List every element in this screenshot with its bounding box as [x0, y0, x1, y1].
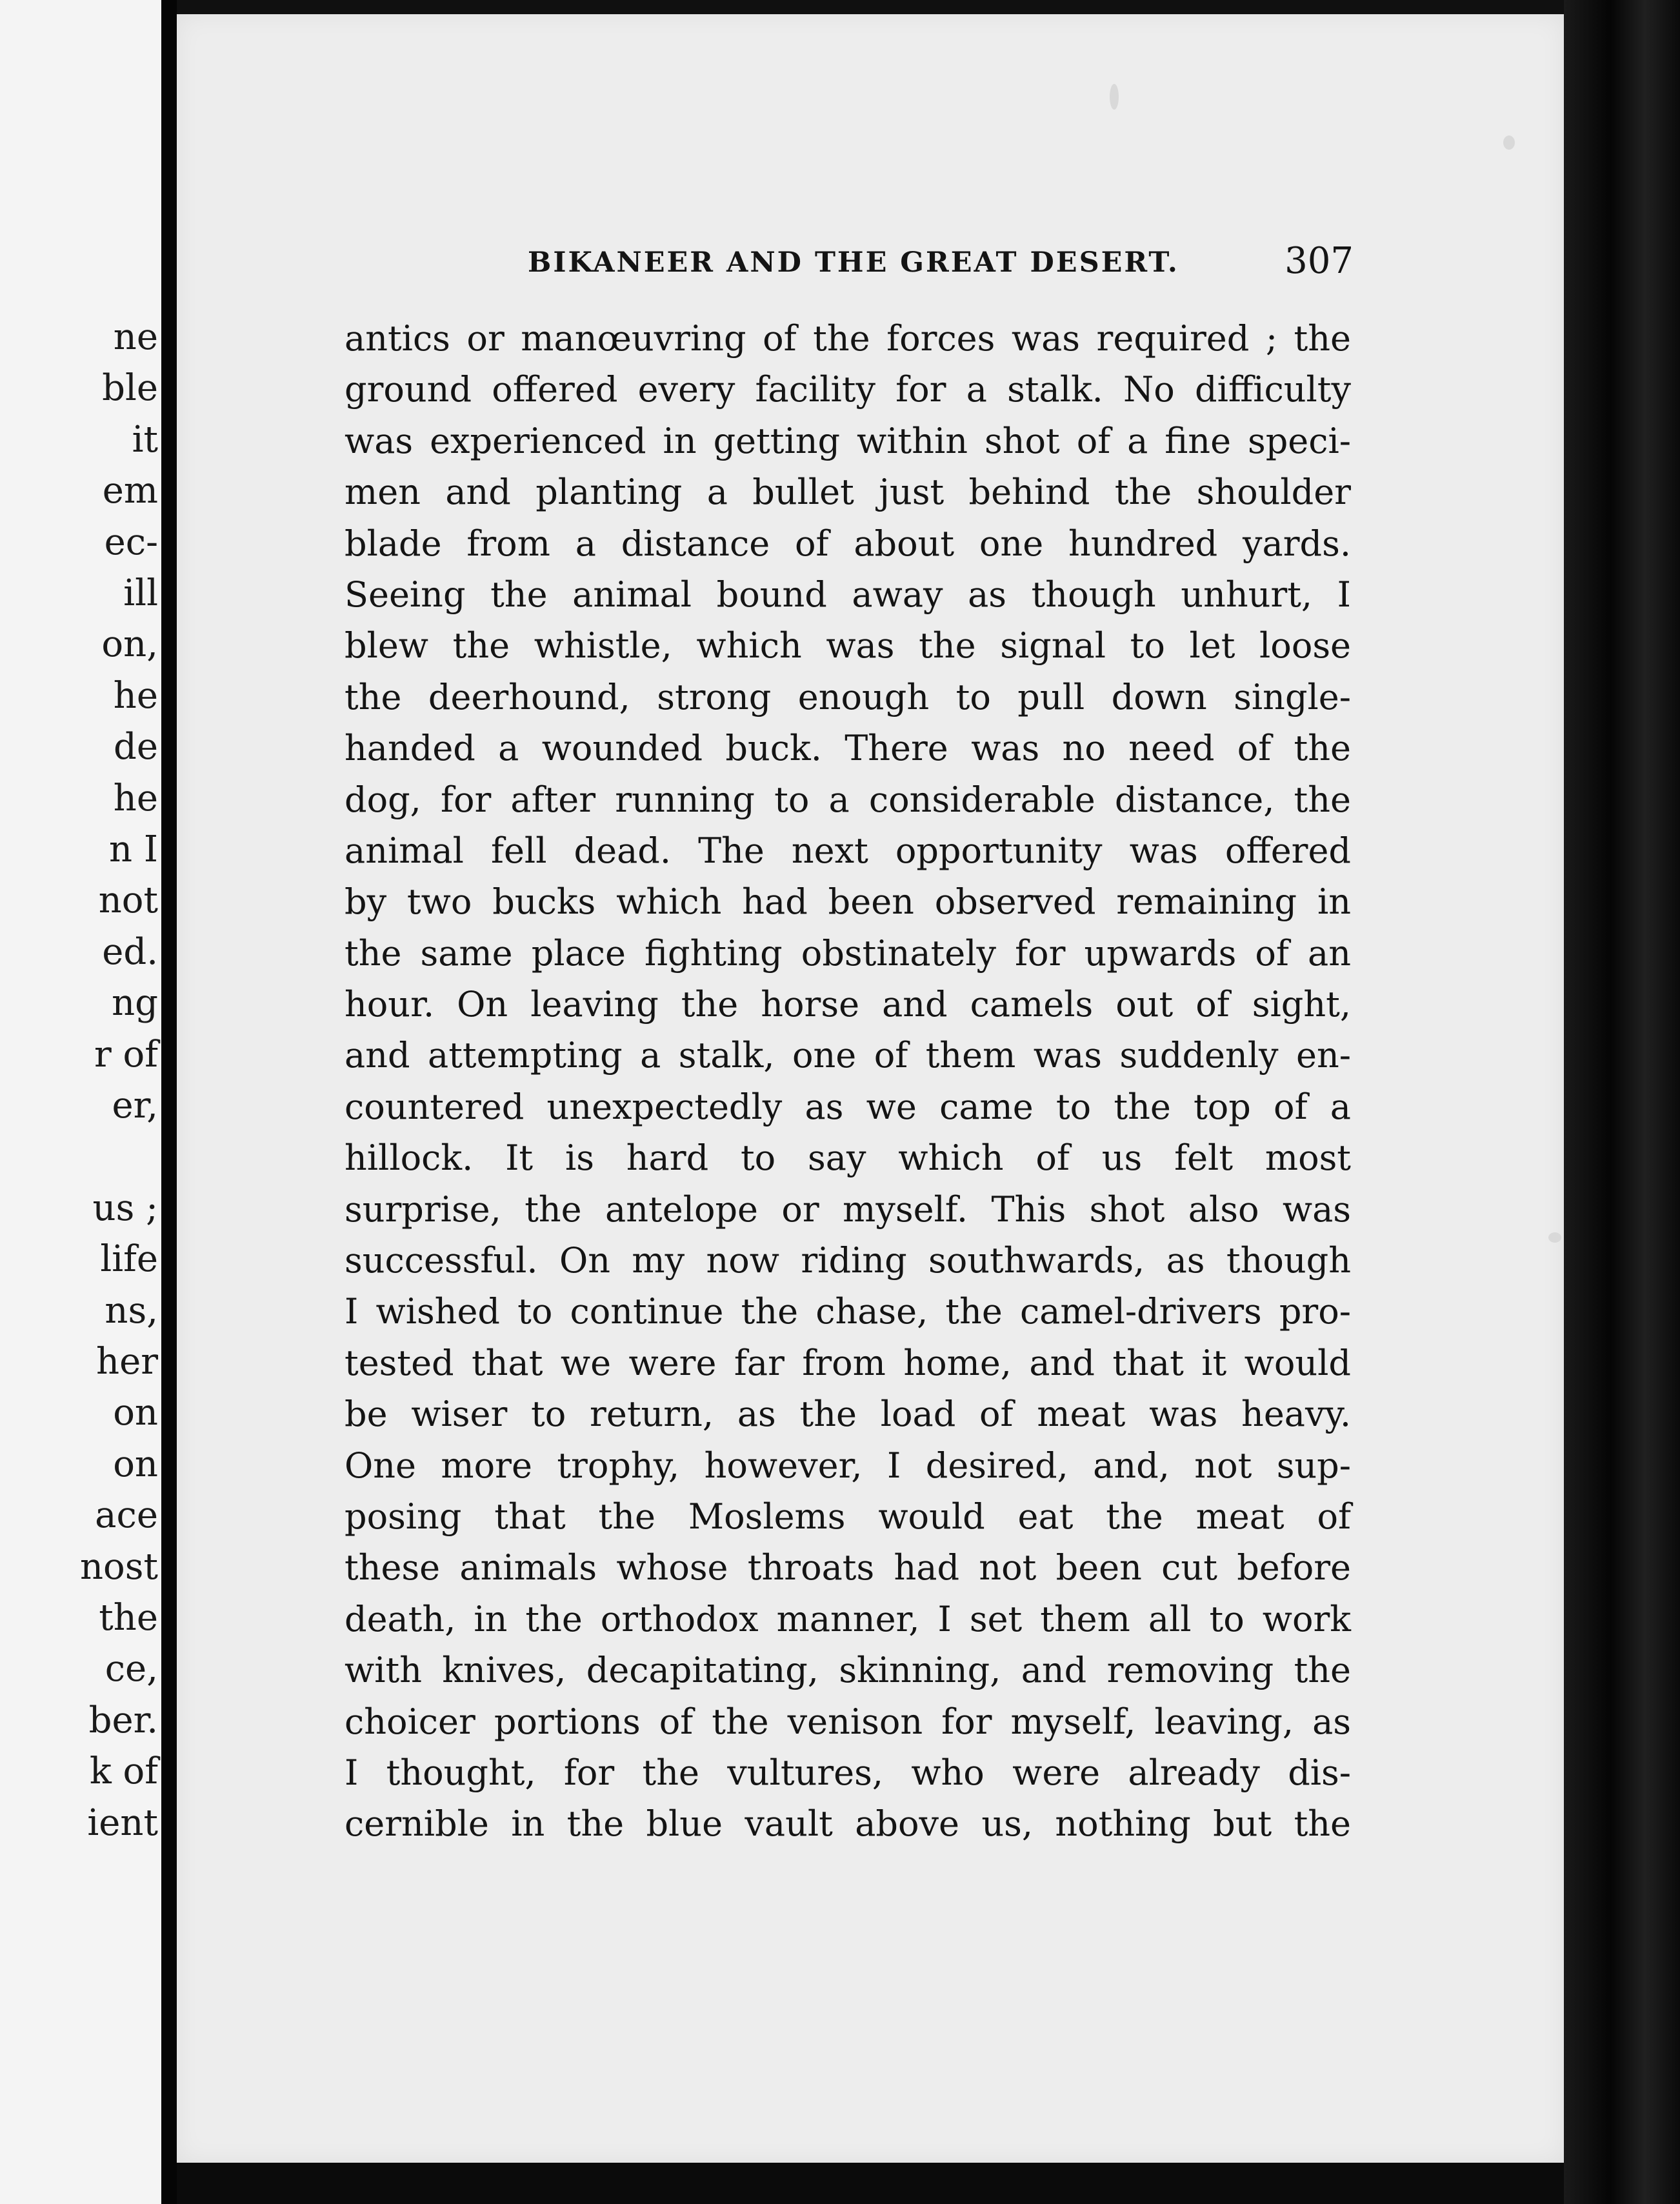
text-line: hour. On leaving the horse and camels out of sight,: [345, 984, 1351, 1025]
left-page-fragment: ne: [113, 316, 158, 358]
left-page-fragment: on: [113, 1443, 158, 1485]
body-text: [345, 313, 1351, 1850]
text-line: ground offered every facility for a stalk. No difficulty: [345, 369, 1351, 410]
text-line: be wiser to return, as the load of meat was heavy.: [345, 1394, 1351, 1435]
bottom-page-edge: [177, 2163, 1564, 2204]
text-line: these animals whose throats had not been cut before: [345, 1547, 1351, 1588]
running-head: [528, 240, 1354, 285]
left-page-fragment: ns,: [105, 1289, 158, 1332]
text-line: the deerhound, strong enough to pull down single-: [345, 676, 1351, 717]
text-line: men and planting a bullet just behind the shoulder: [345, 472, 1351, 513]
scan-speck: [1548, 1232, 1561, 1243]
left-page-fragment: life: [100, 1238, 158, 1281]
left-page-fragment: ng: [112, 982, 158, 1025]
text-line: by two bucks which had been observed remaining in: [345, 881, 1351, 923]
text-line: with knives, decapitating, skinning, and removing the: [345, 1650, 1351, 1691]
left-page-fragment: on: [113, 1392, 158, 1434]
left-page-fragment: not: [98, 879, 158, 922]
text-line: I thought, for the vultures, who were already dis-: [345, 1752, 1351, 1793]
left-page-fragment: n I: [109, 828, 158, 870]
text-line: and attempting a stalk, one of them was suddenly en-: [345, 1035, 1351, 1076]
left-page-fragment: ed.: [102, 930, 158, 973]
left-page-fragment: r of: [94, 1033, 158, 1076]
text-line: hillock. It is hard to say which of us felt most: [345, 1137, 1351, 1179]
text-line: handed a wounded buck. There was no need of the: [345, 728, 1351, 769]
text-line: One more trophy, however, I desired, and, not sup-: [345, 1445, 1351, 1486]
text-line: animal fell dead. The next opportunity was offered: [345, 830, 1351, 871]
left-page-fragment: the: [99, 1597, 158, 1639]
left-page-fragment: he: [113, 777, 158, 819]
left-facing-page: [0, 0, 161, 2204]
text-line: the same place fighting obstinately for upwards of an: [345, 932, 1351, 974]
text-line: death, in the orthodox manner, I set them all to work: [345, 1598, 1351, 1639]
text-line: countered unexpectedly as we came to the top of a: [345, 1086, 1351, 1127]
text-line: Seeing the animal bound away as though unhurt, I: [345, 574, 1351, 615]
text-line: dog, for after running to a considerable distance, the: [345, 779, 1351, 820]
left-page-fragment: k of: [89, 1750, 158, 1793]
text-line: I wished to continue the chase, the camel-drivers pro-: [345, 1291, 1351, 1332]
left-page-fragment: ec-: [104, 521, 158, 563]
left-page-fragment: em: [102, 470, 158, 512]
left-page-fragment: nost: [79, 1545, 158, 1588]
right-book-binding: [1564, 0, 1680, 2204]
left-page-fragment: on,: [101, 623, 158, 666]
left-page-fragment: it: [132, 418, 158, 461]
left-page-fragment: ber.: [88, 1699, 158, 1741]
left-page-fragment: ace: [95, 1494, 158, 1537]
text-line: blade from a distance of about one hundred yards.: [345, 523, 1351, 564]
book-gutter: [161, 0, 177, 2204]
left-page-fragment: de: [114, 726, 158, 768]
top-page-edge: [177, 0, 1564, 14]
running-head-title: BIKANEER AND THE GREAT DESERT.: [528, 246, 1179, 279]
left-page-fragment: ce,: [105, 1648, 158, 1690]
left-page-fragment: ble: [102, 367, 158, 410]
text-line: antics or manœuvring of the forces was required ; the: [345, 318, 1351, 359]
text-line: tested that we were far from home, and that it would: [345, 1342, 1351, 1383]
left-page-fragment: he: [113, 674, 158, 717]
text-line: was experienced in getting within shot of a fine speci-: [345, 420, 1351, 461]
left-page-fragment: er,: [112, 1085, 158, 1127]
left-page-fragment: her: [96, 1341, 158, 1383]
text-line: surprise, the antelope or myself. This shot also was: [345, 1188, 1351, 1230]
text-line: successful. On my now riding southwards, as though: [345, 1240, 1351, 1281]
text-line: posing that the Moslems would eat the meat of: [345, 1496, 1351, 1537]
text-line: choicer portions of the venison for myself, leaving, as: [345, 1701, 1351, 1742]
text-line: blew the whistle, which was the signal to let loose: [345, 625, 1351, 666]
left-page-fragment: ill: [123, 572, 158, 614]
left-page-fragment: us ;: [92, 1187, 158, 1229]
scan-speck: [1503, 135, 1515, 150]
scan-speck: [1110, 84, 1119, 110]
left-page-fragment: ient: [87, 1801, 158, 1844]
text-line: cernible in the blue vault above us, nothing but the: [345, 1803, 1351, 1845]
page-number: 307: [1285, 240, 1354, 282]
